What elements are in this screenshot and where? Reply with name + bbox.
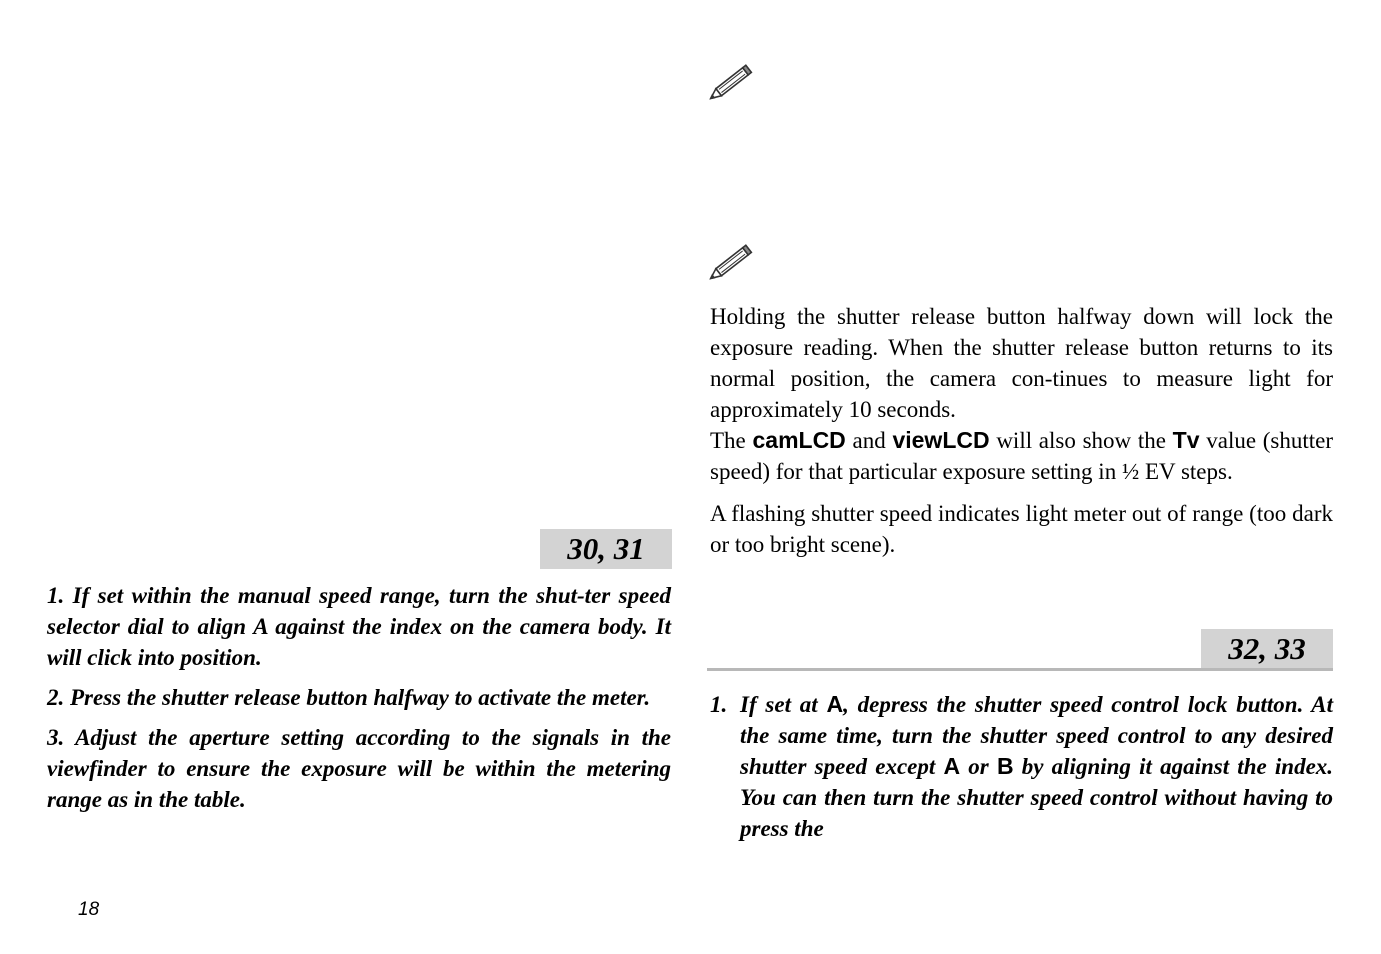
mode-a-label: A (943, 753, 961, 779)
left-steps (47, 580, 671, 824)
text-segment: value (shutter speed) for that particular exposure setting in ½ EV steps. (710, 428, 1334, 484)
section-divider (707, 668, 1333, 671)
step-text (740, 689, 1333, 844)
step-3: 3. Adjust the aperture setting according to the signals in the viewfinder to ensure the exposure will be within the metering range as in the table. (47, 725, 671, 812)
text-segment: The (710, 428, 746, 453)
text-segment: by aligning it against the index. You can then turn the shutter speed control without having to press the (740, 754, 1334, 841)
text-segment: If set at (740, 692, 818, 717)
exposure-lock-text (710, 301, 1333, 560)
tv-label: Tv (1172, 427, 1200, 453)
exposure-lock-paragraph: Holding the shutter release button halfway down will lock the exposure reading. When the shutter release button returns to its normal position, the camera con-tinues to measure light for approximately 10 seconds. (710, 304, 1333, 422)
mode-b-label: B (996, 753, 1014, 779)
step-1: 1. If set within the manual speed range, turn the shut-ter speed selector dial to align A against the index on the camera body. It will click into position. (47, 583, 671, 670)
right-steps (710, 689, 1333, 844)
camlcd-label: camLCD (752, 427, 846, 453)
text-segment: and (852, 428, 886, 453)
step-1 (710, 689, 1333, 844)
pencil-icon (704, 63, 756, 105)
step-2: 2. Press the shutter release button halfway to activate the meter. (47, 685, 651, 710)
pencil-icon (704, 243, 756, 285)
section-badge-32-33: 32, 33 (1201, 629, 1333, 669)
text-segment: , depress the shutter speed control lock button. At the same time, turn the shutter speed control to any desired shutter speed except (740, 692, 1333, 779)
section-badge-30-31: 30, 31 (540, 529, 672, 569)
mode-a-label: A (826, 691, 844, 717)
page-number: 18 (78, 899, 100, 920)
flashing-speed-paragraph: A flashing shutter speed indicates light meter out of range (too dark or too bright scene). (710, 501, 1333, 557)
text-segment: or (968, 754, 989, 779)
text-segment: will also show the (996, 428, 1166, 453)
tv-display-paragraph (710, 425, 1333, 487)
viewlcd-label: viewLCD (892, 427, 990, 453)
step-number: 1. (710, 692, 728, 717)
